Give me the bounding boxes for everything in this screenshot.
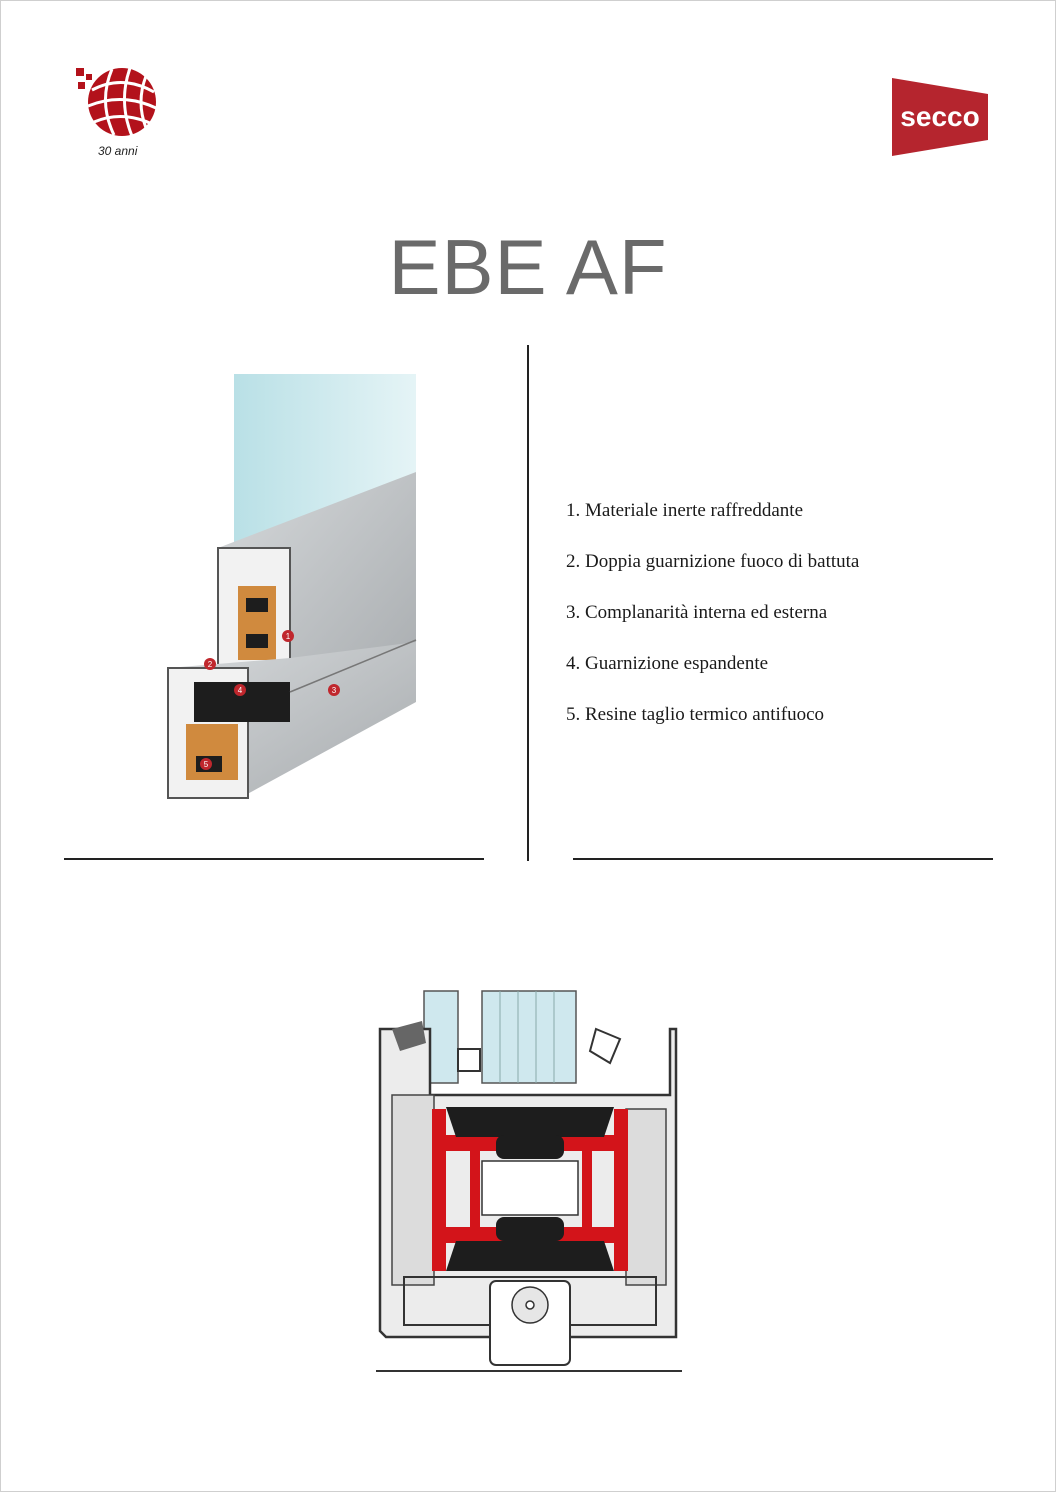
callout-label-1: 1 [285,632,291,641]
callout-label-3: 3 [331,686,337,695]
profile-section-illustration [160,372,430,802]
callout-label-4: 4 [237,686,243,695]
features-list [566,498,859,753]
horizontal-divider-left [64,858,484,860]
feature-item: 5. Resine taglio termico antifuoco [566,704,825,725]
feature-item: 4. Guarnizione espandente [566,653,769,674]
horizontal-divider-right [573,858,993,860]
feature-item: 1. Materiale inerte raffreddante [566,500,804,521]
feature-item: 2. Doppia guarnizione fuoco di battuta [566,551,860,572]
callout-label-5: 5 [203,760,209,769]
globe-icon [68,62,168,152]
callout-label-2: 2 [207,660,213,669]
feature-item: 3. Complanarità interna ed esterna [566,602,828,623]
page-title: EBE AF [388,223,668,311]
logo-caption: 30 anni [98,144,138,158]
secco-logo-text: secco [900,101,980,132]
secco-logo [890,76,990,156]
cross-section-drawing [370,985,690,1375]
vertical-divider [527,345,529,861]
